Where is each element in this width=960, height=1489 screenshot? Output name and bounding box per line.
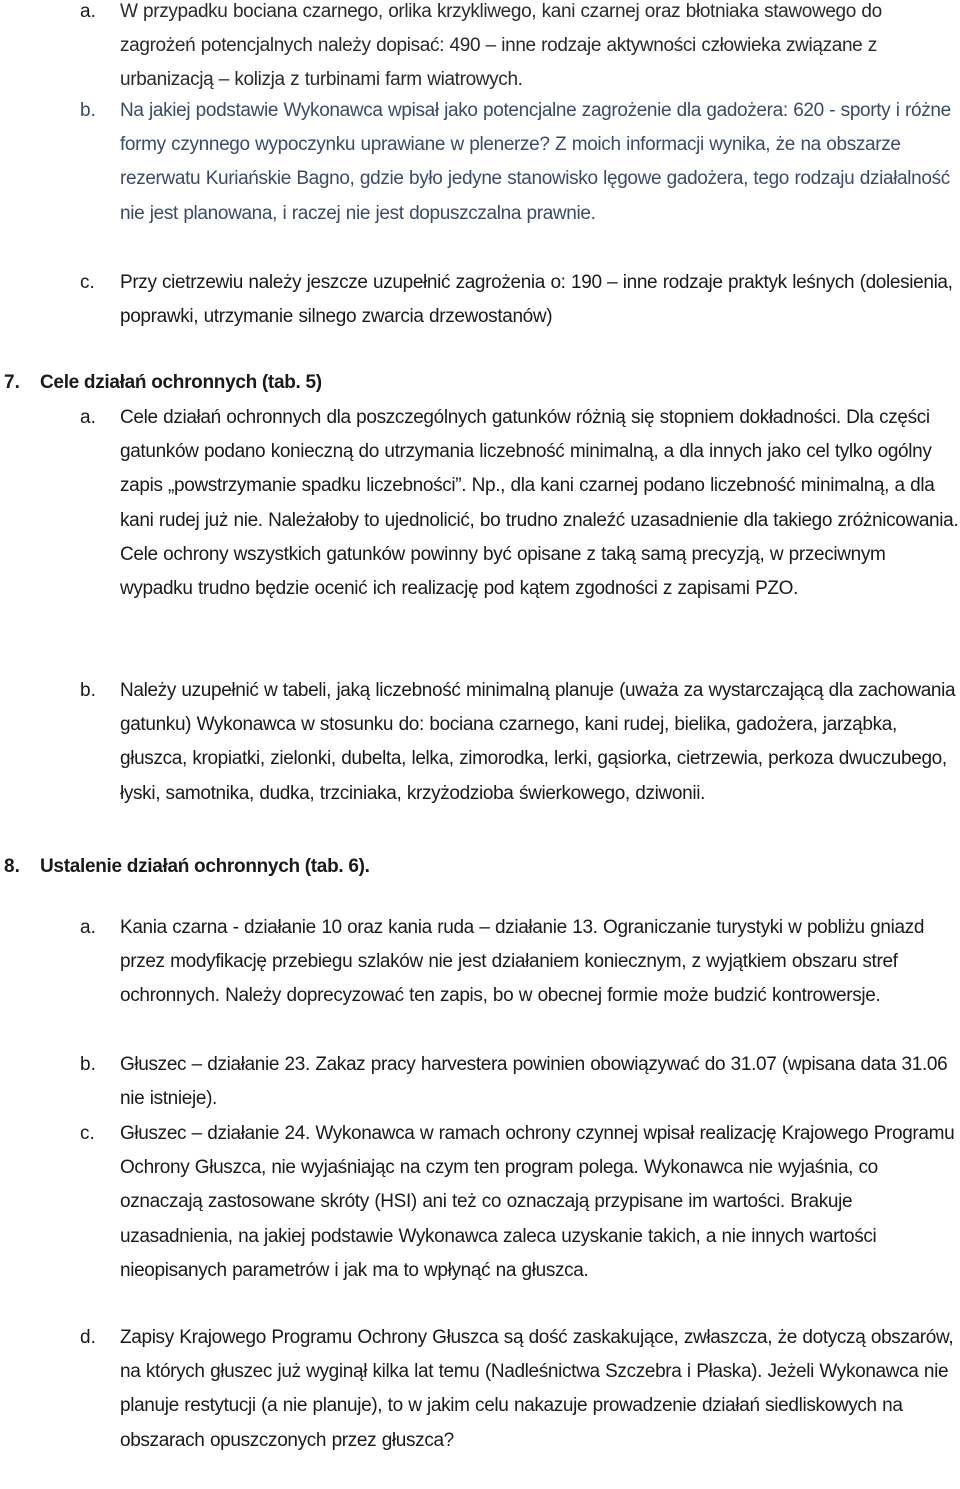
list-marker: b. [80,680,96,701]
list-marker: a. [80,1,96,22]
list-marker: b. [80,1054,96,1075]
section-number: 7. [4,372,20,393]
list-marker: a. [80,917,96,938]
section-title: Ustalenie działań ochronnych (tab. 6). [40,856,370,877]
list-marker: b. [80,100,96,121]
list-marker: d. [80,1327,96,1348]
section-number: 8. [4,856,20,877]
list-item-text: Na jakiej podstawie Wykonawca wpisał jako potencjalne zagrożenie dla gadożera: 620 - sporty i różne formy czynnego wypoczynku uprawiane w plenerze? Z moich informacji wynika, że na obszarze rezerwatu Kuriańskie Bagno, gdzie było jedyne stanowisko lęgowe gadożera, tego rodzaju działalność nie jest planowana, i raczej nie jest dopuszczalna prawnie. [120,100,951,224]
section-title: Cele działań ochronnych (tab. 5) [40,372,322,393]
list-item-text: W przypadku bociana czarnego, orlika krzykliwego, kani czarnej oraz błotniaka stawowego do zagrożeń potencjalnych należy dopisać: 490 – inne rodzaje aktywności człowieka związane z urbanizacją – kolizja z turbinami farm wiatrowych. [120,1,882,91]
list-item-text: Należy uzupełnić w tabeli, jaką liczebność minimalną planuje (uważa za wystarczającą dla zachowania gatunku) Wykonawca w stosunku do: bociana czarnego, kani rudej, bielika, gadożera, jarząbka, głuszca, kropiatki, zielonki, dubelta, lelka, zimorodka, lerki, gąsiorka, cietrzewia, perkoza dwuczubego, łyski, samotnika, dudka, trzciniaka, krzyżodzioba świerkowego, dziwonii. [120,680,956,804]
list-item-text: Zapisy Krajowego Programu Ochrony Głuszca są dość zaskakujące, zwłaszcza, że dotyczą obszarów, na których głuszec już wyginął kilka lat temu (Nadleśnictwa Szczebra i Płaska). Jeżeli Wykonawca nie planuje restytucji (a nie planuje), to w jakim celu nakazuje prowadzenie działań siedliskowych na obszarach opuszczonych przez głuszca? [120,1327,954,1451]
list-marker: c. [80,272,95,293]
list-item-text: Kania czarna - działanie 10 oraz kania ruda – działanie 13. Ograniczanie turystyki w pobliżu gniazd przez modyfikację przebiegu szlaków nie jest działaniem koniecznym, z wyjątkiem obszaru stref ochronnych. Należy doprecyzować ten zapis, bo w obecnej formie może budzić kontrowersje. [120,917,925,1007]
list-marker: c. [80,1123,95,1144]
list-item-text: Głuszec – działanie 24. Wykonawca w ramach ochrony czynnej wpisał realizację Krajowego Programu Ochrony Głuszca, nie wyjaśniając na czym ten program polega. Wykonawca nie wyjaśnia, co oznaczają zastosowane skróty (HSI) ani też co oznaczają przypisane im wartości. Brakuje uzasadnienia, na jakiej podstawie Wykonawca zaleca uzyskanie takich, a nie innych wartości nieopisanych parametrów i jak ma to wpłynąć na głuszca. [120,1123,955,1281]
list-marker: a. [80,407,96,428]
list-item-text: Głuszec – działanie 23. Zakaz pracy harvestera powinien obowiązywać do 31.07 (wpisana data 31.06 nie istnieje). [120,1054,948,1110]
list-item-text: Cele działań ochronnych dla poszczególnych gatunków różnią się stopniem dokładności. Dla części gatunków podano konieczną do utrzymania liczebność minimalną, a dla innych jako cel tylko ogólny zapis „powstrzymanie spadku liczebności”. Np., dla kani czarnej podano liczebność minimalną, a dla kani rudej już nie. Należałoby to ujednolicić, bo trudno znaleźć uzasadnienie dla takiego zróżnicowania. Cele ochrony wszystkich gatunków powinny być opisane z taką samą precyzją, w przeciwnym wypadku trudno będzie ocenić ich realizację pod kątem zgodności z zapisami PZO. [120,407,959,600]
list-item-text: Przy cietrzewiu należy jeszcze uzupełnić zagrożenia o: 190 – inne rodzaje praktyk leśnych (dolesienia, poprawki, utrzymanie silnego zwarcia drzewostanów) [120,272,953,328]
